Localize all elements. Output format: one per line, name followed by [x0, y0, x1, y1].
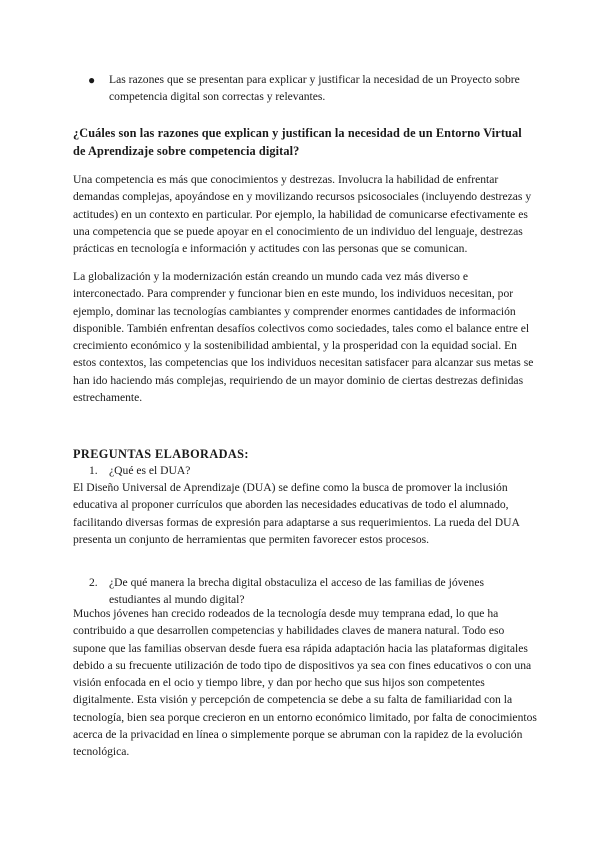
question-text: ¿De qué manera la brecha digital obstaculiza el acceso de las familias de jóvenes estudiantes al mundo digital? [109, 576, 485, 607]
section-heading: ¿Cuáles son las razones que explican y justifican la necesidad de un Entorno Virtual de Aprendizaje sobre competencia digital? [73, 126, 522, 158]
answer-text: El Diseño Universal de Aprendizaje (DUA) se define como la busca de promover la inclusión educativa al proponer currículos que aborden las necesidades educativas de todo el alumnado, facilitando diversas formas de expresión para adaptarse a sus requerimientos. La rueda del DUA presenta un conjunto de herramientas que permiten favorecer estos procesos. [73, 481, 520, 546]
paragraph-competencia: Una competencia es más que conocimientos y destrezas. Involucra la habilidad de enfrentar demandas complejas, apoyándose en y movilizando recursos psicosociales (incluyendo destrezas y actitudes) en un contexto en particular. Por ejemplo, la habilidad de comunicarse efectivamente es una competencia que se puede apoyar en el conocimiento de un individuo del lenguaje, destrezas prácticas en tecnología e información y actitudes con las personas que se comunican. [73, 173, 532, 256]
answer-text: Muchos jóvenes han crecido rodeados de la tecnología desde muy temprana edad, lo que ha contribuido a que desarrollen competencias y habilidades claves de manera natural. Todo eso supone que las familias observan desde fuera esa rápida adaptación hacia las plataformas digitales debido a su frecuente utilización de todo tipo de dispositivos ya sea con fines educativos o con una visión enfocada en el ocio y tiempo libre, y dan por hecho que sus hijos son competentes digitalmente. Esta visión y percepción de competencia se debe a su falta de familiaridad con la tecnología, bien sea porque crecieron en un entorno económico limitado, por falta de conocimientos acerca de la privacidad en línea o simplemente porque se abruman con la rapidez de la evolución tecnológica. [73, 607, 537, 759]
bullet-item-text: Las razones que se presentan para explicar y justificar la necesidad de un Proyecto sobre competencia digital son correctas y relevantes. [109, 73, 520, 104]
question-number: 2. [89, 576, 98, 589]
bullet-marker: ● [88, 73, 96, 87]
questions-heading: PREGUNTAS ELABORADAS: [73, 447, 249, 461]
question-number: 1. [89, 464, 98, 477]
question-text: ¿Qué es el DUA? [109, 464, 191, 477]
paragraph-globalizacion: La globalización y la modernización están creando un mundo cada vez más diverso e interconectado. Para comprender y funcionar bien en este mundo, los individuos necesitan, por ejemplo, dominar las tecnologías cambiantes y comprender enormes cantidades de información disponible. También enfrentan desafíos colectivos como sociedades, tales como el balance entre el crecimiento económico y la sostenibilidad ambiental, y la prosperidad con la equidad social. En estos contextos, las competencias que los individuos necesitan satisfacer para alcanzar sus metas se han ido haciendo más complejas, requiriendo de un mayor dominio de ciertas destrezas definidas estrechamente. [73, 270, 534, 405]
